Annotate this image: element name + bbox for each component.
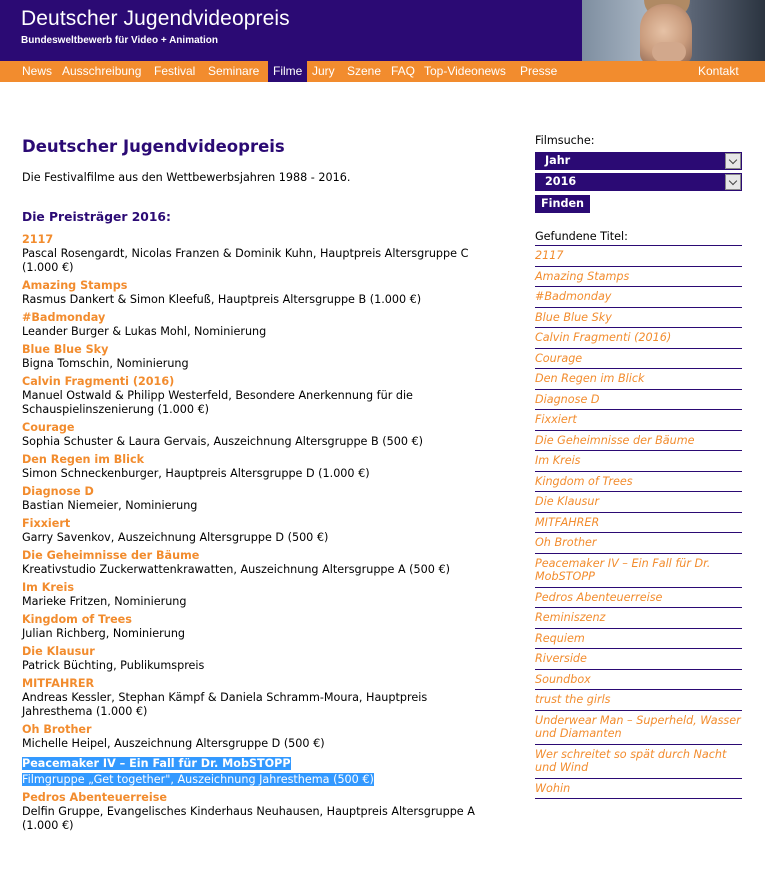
winner-description: Garry Savenkov, Auszeichnung Altersgruppe D (500 €) (22, 531, 329, 544)
film-search-label: Filmsuche: (535, 134, 595, 147)
winner-entry (22, 453, 482, 481)
page-title: Deutscher Jugendvideopreis (22, 137, 285, 156)
nav-top-videonews[interactable]: Top-Videonews (424, 64, 506, 78)
winner-description: Michelle Heipel, Auszeichnung Altersgruppe D (500 €) (22, 737, 325, 750)
photo-hand-shape (652, 42, 686, 61)
intro-text: Die Festivalfilme aus den Wettbewerbsjahren 1988 - 2016. (22, 171, 351, 184)
found-title-link[interactable]: Amazing Stamps (535, 267, 742, 288)
nav-jury[interactable]: Jury (312, 64, 335, 78)
category-select[interactable] (535, 152, 742, 170)
found-title-link[interactable]: Riverside (535, 649, 742, 670)
winner-title-link[interactable]: Calvin Fragmenti (2016) (22, 375, 175, 388)
winner-description: Andreas Kessler, Stephan Kämpf & Daniela Schramm-Moura, Hauptpreis Jahresthema (1.000 €) (22, 691, 428, 718)
nav-festival[interactable]: Festival (154, 64, 196, 78)
winner-title-link[interactable]: Fixxiert (22, 517, 71, 530)
found-title-link[interactable]: Die Klausur (535, 492, 742, 513)
winner-title-link[interactable]: Die Klausur (22, 645, 95, 658)
winner-title-link[interactable]: #Badmonday (22, 311, 106, 324)
found-title-link[interactable]: Reminiszenz (535, 608, 742, 629)
found-title-link[interactable]: #Badmonday (535, 287, 742, 308)
winner-title-link[interactable]: Im Kreis (22, 581, 74, 594)
category-select-value: Jahr (545, 154, 571, 167)
winner-entry (22, 723, 482, 751)
winner-entry (22, 485, 482, 513)
winner-entry (22, 645, 482, 673)
winner-description: Patrick Büchting, Publikumspreis (22, 659, 205, 672)
nav-ausschreibung[interactable]: Ausschreibung (62, 64, 142, 78)
winner-entry (22, 581, 482, 609)
winner-entry (22, 755, 482, 787)
found-title-link[interactable]: 2117 (535, 246, 742, 267)
nav-news[interactable]: News (22, 64, 53, 78)
winner-description: Filmgruppe „Get together", Auszeichnung Jahresthema (500 €) (22, 773, 374, 786)
winner-entry (22, 233, 482, 275)
winner-description: Sophia Schuster & Laura Gervais, Auszeichnung Altersgruppe B (500 €) (22, 435, 423, 448)
chevron-down-icon[interactable] (725, 153, 741, 169)
winner-description: Rasmus Dankert & Simon Kleefuß, Hauptpreis Altersgruppe B (1.000 €) (22, 293, 422, 306)
winner-description: Leander Burger & Lukas Mohl, Nominierung (22, 325, 267, 338)
winner-title-link[interactable]: Peacemaker IV – Ein Fall für Dr. MobSTOPP (22, 757, 291, 770)
winner-entry-body (22, 755, 482, 787)
winner-entry (22, 421, 482, 449)
winner-entry (22, 343, 482, 371)
winner-description: Bigna Tomschin, Nominierung (22, 357, 189, 370)
winner-title-link[interactable]: Den Regen im Blick (22, 453, 145, 466)
nav-faq[interactable]: FAQ (391, 64, 416, 78)
winner-description: Marieke Fritzen, Nominierung (22, 595, 187, 608)
winner-entry (22, 311, 482, 339)
found-title-link[interactable]: Die Geheimnisse der Bäume (535, 431, 742, 452)
winner-title-link[interactable]: Oh Brother (22, 723, 92, 736)
found-title-link[interactable]: Wohin (535, 779, 742, 800)
winner-title-link[interactable]: Pedros Abenteuerreise (22, 791, 167, 804)
found-title-link[interactable]: Blue Blue Sky (535, 308, 742, 329)
found-title-link[interactable]: MITFAHRER (535, 513, 742, 534)
found-title-link[interactable]: Oh Brother (535, 533, 742, 554)
winner-title-link[interactable]: Diagnose D (22, 485, 94, 498)
site-subtitle: Bundesweltbewerb für Video + Animation (21, 35, 218, 46)
year-select-value: 2016 (545, 175, 577, 188)
site-header (0, 0, 765, 61)
main-content (22, 130, 482, 832)
found-title-link[interactable]: Wer schreitet so spät durch Nacht und Wind (535, 745, 742, 779)
found-title-link[interactable]: Courage (535, 349, 742, 370)
winner-entry (22, 375, 482, 417)
winner-entry (22, 549, 482, 577)
found-title-link[interactable]: Den Regen im Blick (535, 369, 742, 390)
winner-description: Kreativstudio Zuckerwattenkrawatten, Auszeichnung Altersgruppe A (500 €) (22, 563, 450, 576)
winner-entry (22, 677, 482, 719)
winner-title-link[interactable]: Amazing Stamps (22, 279, 128, 292)
header-photo (582, 0, 765, 61)
nav-szene[interactable]: Szene (347, 64, 382, 78)
winner-entry (22, 279, 482, 307)
winner-entry (22, 791, 482, 833)
found-title-link[interactable]: Soundbox (535, 670, 742, 691)
found-title-link[interactable]: Calvin Fragmenti (2016) (535, 328, 742, 349)
found-titles-list (535, 246, 742, 799)
nav-filme[interactable]: Filme (268, 61, 307, 82)
find-button[interactable]: Finden (535, 195, 590, 213)
winner-title-link[interactable]: Kingdom of Trees (22, 613, 132, 626)
winner-title-link[interactable]: MITFAHRER (22, 677, 95, 690)
site-title[interactable]: Deutscher Jugendvideopreis (21, 7, 290, 30)
found-title-link[interactable]: Kingdom of Trees (535, 472, 742, 493)
found-title-link[interactable]: Diagnose D (535, 390, 742, 411)
winner-title-link[interactable]: Die Geheimnisse der Bäume (22, 549, 200, 562)
winner-entry (22, 517, 482, 545)
main-navigation (0, 61, 765, 82)
chevron-down-icon[interactable] (725, 174, 741, 190)
winner-description: Simon Schneckenburger, Hauptpreis Altersgruppe D (1.000 €) (22, 467, 370, 480)
found-titles-label: Gefundene Titel: (535, 230, 742, 246)
found-title-link[interactable]: Requiem (535, 629, 742, 650)
nav-presse[interactable]: Presse (520, 64, 558, 78)
winners-list (22, 233, 482, 837)
found-title-link[interactable]: trust the girls (535, 690, 742, 711)
nav-kontakt[interactable]: Kontakt (698, 64, 739, 78)
winner-title-link[interactable]: Courage (22, 421, 75, 434)
found-title-link[interactable]: Underwear Man – Superheld, Wasser und Diamanten (535, 711, 742, 745)
found-title-link[interactable]: Fixxiert (535, 410, 742, 431)
found-title-link[interactable]: Pedros Abenteuerreise (535, 588, 742, 609)
winner-description: Delfin Gruppe, Evangelisches Kinderhaus Neuhausen, Hauptpreis Altersgruppe A (1.000 €) (22, 805, 475, 832)
film-search-sidebar (535, 133, 742, 799)
year-select[interactable] (535, 173, 742, 191)
winner-title-link[interactable]: Blue Blue Sky (22, 343, 109, 356)
winners-heading: Die Preisträger 2016: (22, 210, 171, 224)
found-title-link[interactable]: Peacemaker IV – Ein Fall für Dr. MobSTOPP (535, 554, 742, 588)
winner-description: Manuel Ostwald & Philipp Westerfeld, Besondere Anerkennung für die Schauspielinszenierung (1.000 €) (22, 389, 413, 416)
winner-entry (22, 613, 482, 641)
winner-title-link[interactable]: 2117 (22, 233, 54, 246)
nav-seminare[interactable]: Seminare (208, 64, 260, 78)
winner-description: Bastian Niemeier, Nominierung (22, 499, 198, 512)
found-title-link[interactable]: Im Kreis (535, 451, 742, 472)
winner-description: Pascal Rosengardt, Nicolas Franzen & Dominik Kuhn, Hauptpreis Altersgruppe C (1.000 €) (22, 247, 469, 274)
winner-description: Julian Richberg, Nominierung (22, 627, 186, 640)
